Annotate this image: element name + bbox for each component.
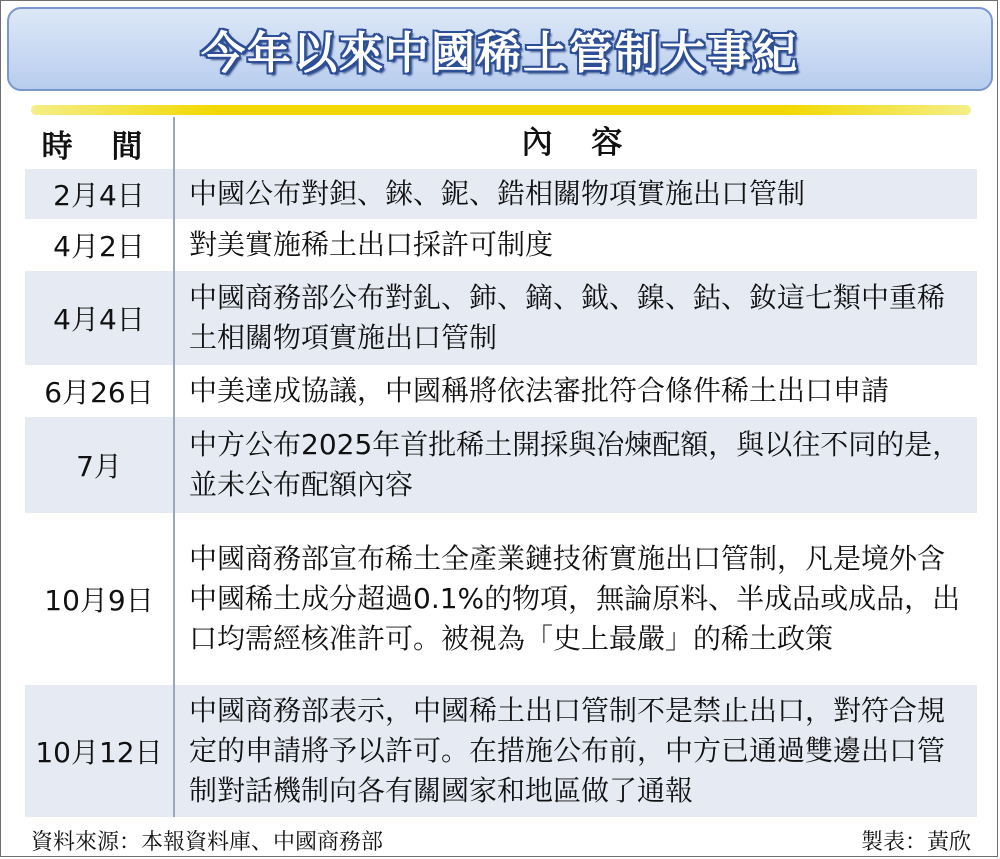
row-date: 10月9日 — [25, 513, 175, 685]
footer — [31, 825, 971, 856]
page-title: 今年以來中國稀土管制大事紀 — [201, 28, 799, 79]
row-date: 10月12日 — [25, 685, 175, 817]
table-row — [25, 417, 977, 513]
table-row — [25, 685, 977, 817]
source-note: 資料來源：本報資料庫、中國商務部 — [31, 830, 384, 855]
table-header — [25, 117, 977, 169]
table-row — [25, 219, 977, 271]
table-row — [25, 271, 977, 365]
row-text: 中國商務部表示，中國稀土出口管制不是禁止出口，對符合規定的申請將予以許可。在措施公布前，中方已通過雙邊出口管制對話機制向各有關國家和地區做了通報 — [189, 694, 946, 807]
row-date: 6月26日 — [25, 365, 175, 417]
header-content: 內 容 — [521, 125, 637, 161]
row-text: 中方公布2025年首批稀土開採與冶煉配額，與以往不同的是，並未公布配額內容 — [189, 428, 961, 501]
header-date: 時 間 — [25, 117, 175, 169]
row-text: 對美實施稀土出口採許可制度 — [189, 228, 554, 261]
table-row — [25, 169, 977, 219]
row-text: 中美達成協議，中國稱將依法審批符合條件稀土出口申請 — [189, 374, 890, 407]
timeline-table — [25, 117, 977, 817]
row-date: 2月4日 — [25, 169, 175, 219]
credit-note: 製表：黃欣 — [860, 830, 971, 855]
row-text: 中國商務部宣布稀土全產業鏈技術實施出口管制，凡是境外含中國稀土成分超過0.1%的物項，無論原料、半成品或成品，出口均需經核准許可。被視為「史上最嚴」的稀土政策 — [189, 542, 961, 655]
table-row — [25, 513, 977, 685]
title-banner — [7, 7, 993, 91]
divider-rule — [31, 105, 971, 115]
row-date: 7月 — [25, 417, 175, 513]
row-text: 中國公布對鉭、錸、鈮、鋯相關物項實施出口管制 — [189, 177, 806, 210]
row-text: 中國商務部公布對釓、鈰、鏑、鉞、鎳、鈷、釹這七類中重稀土相關物項實施出口管制 — [189, 281, 946, 354]
row-date: 4月4日 — [25, 271, 175, 365]
table-row — [25, 365, 977, 417]
row-date: 4月2日 — [25, 219, 175, 271]
